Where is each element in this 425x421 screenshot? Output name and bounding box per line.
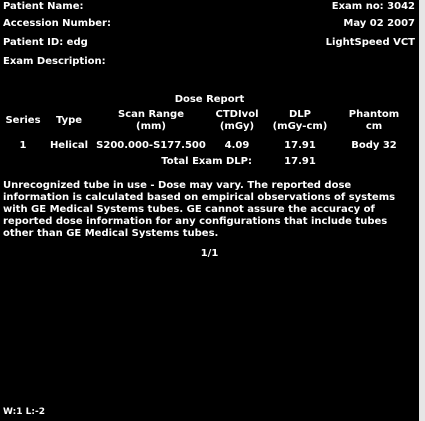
accession-number [3,17,111,31]
exam-description [3,55,106,69]
dose-table [2,109,414,168]
accession-label: Accession Number: [3,18,111,29]
header-row-4 [3,55,415,69]
cell-series: 1 [19,140,27,151]
window-level-readout: W:1 L:-2 [3,407,45,417]
exam-number: Exam no: 3042 [331,1,415,12]
patient-id: Patient ID: edg [3,37,88,48]
table-row [2,133,414,152]
scanner-model: LightSpeed VCT [325,37,415,48]
header-row-1 [3,0,415,14]
dose-table-header [2,109,414,133]
exam-date: May 02 2007 [343,18,415,29]
column-header-dlp: DLP (mGy-cm) [272,109,328,132]
page-indicator: 1/1 [200,248,219,259]
total-dlp-value: 17.91 [284,156,316,167]
column-header-phantom: Phantom cm [348,109,400,132]
column-header-series: Series [5,115,41,126]
patient-name [3,0,84,14]
column-header-type: Type [55,115,83,126]
column-header-scan-range: Scan Range (mm) [118,109,184,132]
cell-scan-range: S200.000-S177.500 [96,140,206,151]
total-dlp-label: Total Exam DLP: [161,156,252,167]
header-row-3 [3,36,415,50]
dose-disclaimer: Unrecognized tube in use - Dose may vary. The reported dose information is calculated based on empirical observations of systems with GE Medical Systems tubes. GE cannot assure the accuracy of reported dose information for any configurations that include tubes other than GE Medical Systems tubes. [3,180,396,239]
patient-name-label: Patient Name: [3,1,84,12]
cell-phantom: Body 32 [351,140,397,151]
exam-description-label: Exam Description: [3,56,106,67]
header-row-2 [3,17,415,31]
cell-ctdivol: 4.09 [224,140,250,151]
cell-type: Helical [49,140,89,151]
cell-dlp: 17.91 [284,140,316,151]
column-header-ctdivol: CTDIvol (mGy) [215,109,259,132]
total-row [2,152,414,168]
report-title: Dose Report [174,94,245,105]
